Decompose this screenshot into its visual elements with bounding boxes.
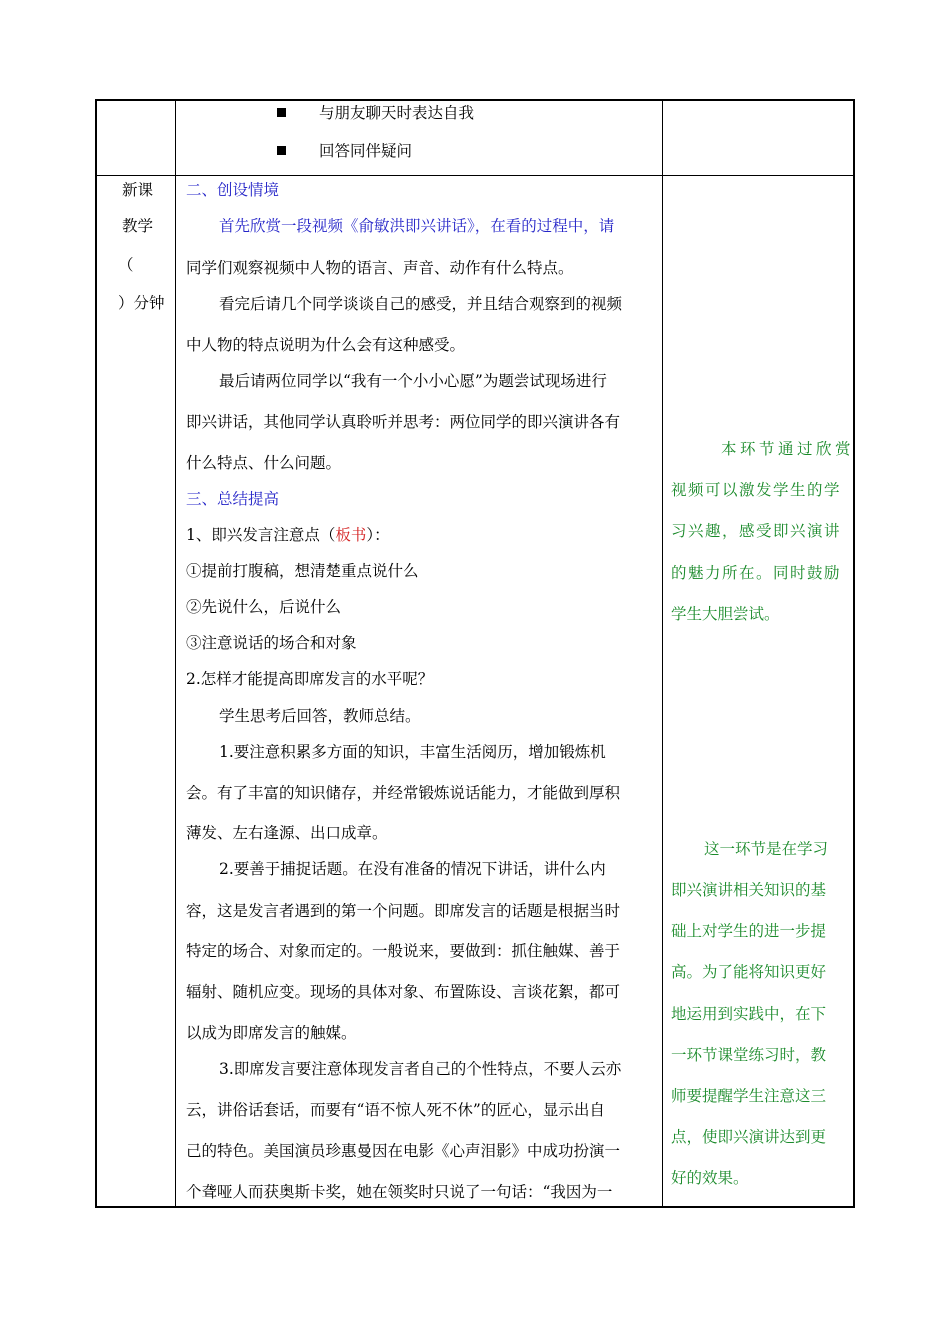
item1-prefix: 1、即兴发言注意点（: [186, 526, 336, 544]
commentary-line: 这一环节是在学习: [704, 840, 829, 858]
paragraph-line: 2.要善于捕捉话题。在没有准备的情况下讲话，讲什么内: [219, 860, 606, 878]
table-right-border: [853, 99, 855, 1208]
paragraph-line: 辐射、随机应变。现场的具体对象、布置陈设、言谈花絮，都可: [186, 983, 621, 1001]
paragraph-line: 3.即席发言要注意体现发言者自己的个性特点，不要人云亦: [219, 1060, 622, 1078]
commentary-line: 学生大胆尝试。: [671, 605, 780, 623]
paragraph-line: 即兴讲话，其他同学认真聆听并思考：两位同学的即兴演讲各有: [186, 413, 621, 431]
bullet-icon: [277, 108, 286, 117]
table-bottom-border: [95, 1206, 855, 1208]
list-item: ①提前打腹稿，想清楚重点说什么: [186, 562, 419, 580]
paragraph-line: 特定的场合、对象而定的。一般说来，要做到：抓住触媒、善于: [186, 942, 621, 960]
list-item: ②先说什么，后说什么: [186, 598, 342, 616]
paragraph-line: 看完后请几个同学谈谈自己的感受，并且结合观察到的视频: [219, 295, 623, 313]
commentary-line: 点，使即兴演讲达到更: [671, 1128, 827, 1146]
commentary-line: 高。为了能将知识更好: [671, 963, 827, 981]
commentary-line: 好的效果。: [671, 1169, 749, 1187]
paragraph-line: 同学们观察视频中人物的语言、声音、动作有什么特点。: [186, 259, 574, 277]
paragraph-line: 最后请两位同学以“我有一个小小心愿”为题尝试现场进行: [219, 372, 607, 390]
paragraph-line: [219, 216, 614, 236]
section-label-line: （: [118, 256, 134, 274]
commentary-line: 一环节课堂练习时，教: [671, 1046, 827, 1064]
paragraph-line: 薄发、左右逢源、出口成章。: [186, 824, 388, 842]
table-top-border: [95, 99, 855, 101]
paragraph-line: [186, 525, 390, 545]
commentary-line: 的魅力所在。同时鼓励: [671, 564, 842, 582]
column-divider-2: [662, 99, 663, 1208]
row-divider: [95, 175, 855, 176]
paragraph-line: 容，这是发言者遇到的第一个问题。即席发言的话题是根据当时: [186, 902, 621, 920]
list-item: ③注意说话的场合和对象: [186, 634, 357, 652]
paragraph-line: 会。有了丰富的知识储存，并经常锻炼说话能力，才能做到厚积: [186, 784, 621, 802]
commentary-line: 地运用到实践中，在下: [671, 1005, 827, 1023]
commentary-line: 师要提醒学生注意这三: [671, 1087, 827, 1105]
bullet-item: 回答同伴疑问: [319, 142, 413, 160]
paragraph-line: 己的特色。美国演员珍惠曼因在电影《心声泪影》中成功扮演一: [186, 1142, 621, 1160]
heading-summary: 三、总结提高: [186, 490, 280, 508]
heading-scenario: 二、创设情境: [186, 181, 280, 199]
item1-suffix: ）：: [366, 526, 390, 544]
paragraph-line: 2.怎样才能提高即席发言的水平呢？: [186, 670, 434, 688]
paragraph-line: 以成为即席发言的触媒。: [186, 1024, 357, 1042]
paragraph-line: 学生思考后回答，教师总结。: [219, 707, 421, 725]
commentary-line: 视频可以激发学生的学: [671, 481, 842, 499]
section-label-line: 新课: [122, 181, 154, 199]
paragraph-line: 个聋哑人而获奥斯卡奖，她在领奖时只说了一句话：“我因为一: [186, 1183, 613, 1201]
section-label-line: ）分钟: [118, 294, 165, 312]
commentary-line: 即兴演讲相关知识的基: [671, 881, 827, 899]
bullet-icon: [277, 146, 286, 155]
paragraph-line: 什么特点、什么问题。: [186, 454, 342, 472]
paragraph-line: 中人物的特点说明为什么会有这种感受。: [186, 336, 466, 354]
bullet-item: 与朋友聊天时表达自我: [319, 104, 475, 122]
commentary-line: 础上对学生的进一步提: [671, 922, 827, 940]
paragraph-line: 云，讲俗话套话，而要有“语不惊人死不休”的匠心，显示出自: [186, 1101, 605, 1119]
blackboard-note: 板书: [335, 526, 367, 544]
paragraph-line: 1.要注意积累多方面的知识，丰富生活阅历，增加锻炼机: [219, 743, 606, 761]
video-intro-text: 首先欣赏一段视频《俞敏洪即兴讲话》，在看的过程中，请: [219, 217, 615, 235]
section-label-line: 教学: [122, 217, 154, 235]
table-left-border: [95, 99, 97, 1208]
column-divider-1: [175, 99, 176, 1208]
commentary-line: 习兴趣，感受即兴演讲: [671, 522, 842, 540]
commentary-line: 本环节通过欣赏: [721, 440, 855, 458]
